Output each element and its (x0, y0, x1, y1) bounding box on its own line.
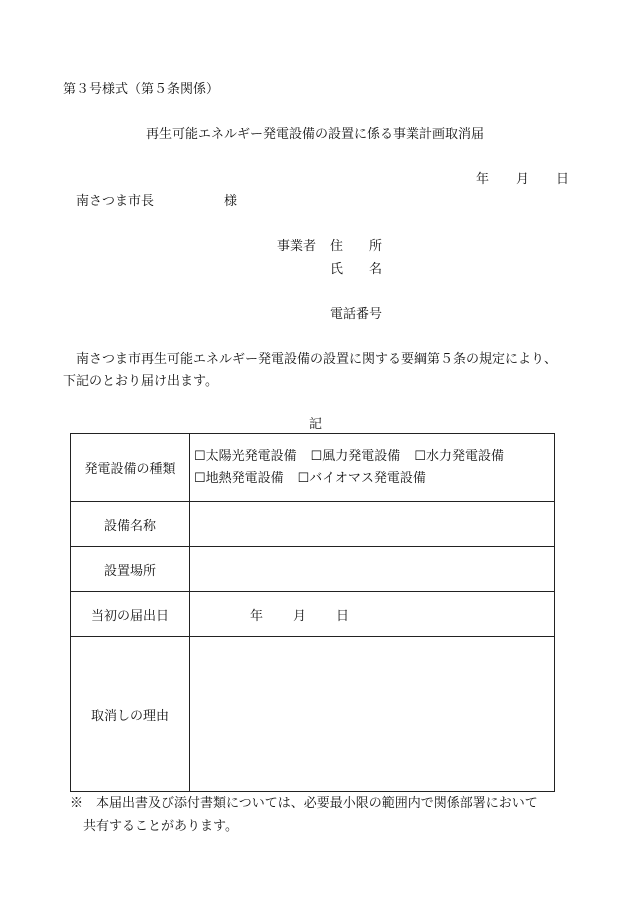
option-solar-checkbox[interactable]: ☐太陽光発電設備 (194, 448, 297, 464)
location-label: 設置場所 (71, 547, 190, 592)
option-hydro-checkbox[interactable]: ☐水力発電設備 (414, 448, 504, 464)
equipment-name-label: 設備名称 (71, 502, 190, 547)
ki-heading: 記 (309, 417, 323, 432)
type-row (71, 434, 555, 502)
document-title: 再生可能エネルギー発電設備の設置に係る事業計画取消届 (146, 127, 485, 142)
option-biomass-checkbox[interactable]: ☐バイオマス発電設備 (297, 470, 426, 486)
initial-date-year: 年 (250, 608, 264, 624)
applicant-label: 事業者 (277, 239, 317, 254)
address-label: 住 所 (330, 239, 383, 254)
form-table (70, 433, 555, 792)
initial-date-label: 当初の届出日 (71, 592, 190, 637)
equipment-name-field[interactable] (190, 502, 555, 547)
reason-label: 取消しの理由 (71, 637, 190, 792)
reason-row (71, 637, 555, 792)
type-options-cell (190, 434, 555, 502)
name-label: 氏 名 (330, 262, 383, 277)
note-line2: 共有することがあります。 (83, 819, 238, 834)
location-field[interactable] (190, 547, 555, 592)
initial-date-month: 月 (293, 608, 307, 624)
initial-date-day: 日 (336, 608, 350, 624)
body-text-line1: 南さつま市再生可能エネルギー発電設備の設置に関する要綱第５条の規定により、 (76, 352, 558, 367)
date-month-label: 月 (516, 172, 530, 187)
body-text-line2: 下記のとおり届け出ます。 (63, 374, 218, 389)
option-geothermal-checkbox[interactable]: ☐地熱発電設備 (194, 470, 284, 486)
date-year-label: 年 (476, 172, 490, 187)
reason-field[interactable] (190, 637, 555, 792)
note-line1: ※ 本届出書及び添付書類については、必要最小限の範囲内で関係部署において (70, 796, 538, 811)
type-label: 発電設備の種類 (71, 434, 190, 502)
equipment-name-row (71, 502, 555, 547)
form-number: 第３号様式（第５条関係） (63, 82, 220, 97)
addressee-name: 南さつま市長 (76, 194, 155, 209)
option-wind-checkbox[interactable]: ☐風力発電設備 (310, 448, 401, 464)
addressee-honorific: 様 (224, 194, 238, 209)
date-day-label: 日 (556, 172, 570, 187)
initial-date-row (71, 592, 555, 637)
phone-label: 電話番号 (330, 307, 383, 322)
initial-date-field[interactable] (190, 592, 555, 637)
location-row (71, 547, 555, 592)
